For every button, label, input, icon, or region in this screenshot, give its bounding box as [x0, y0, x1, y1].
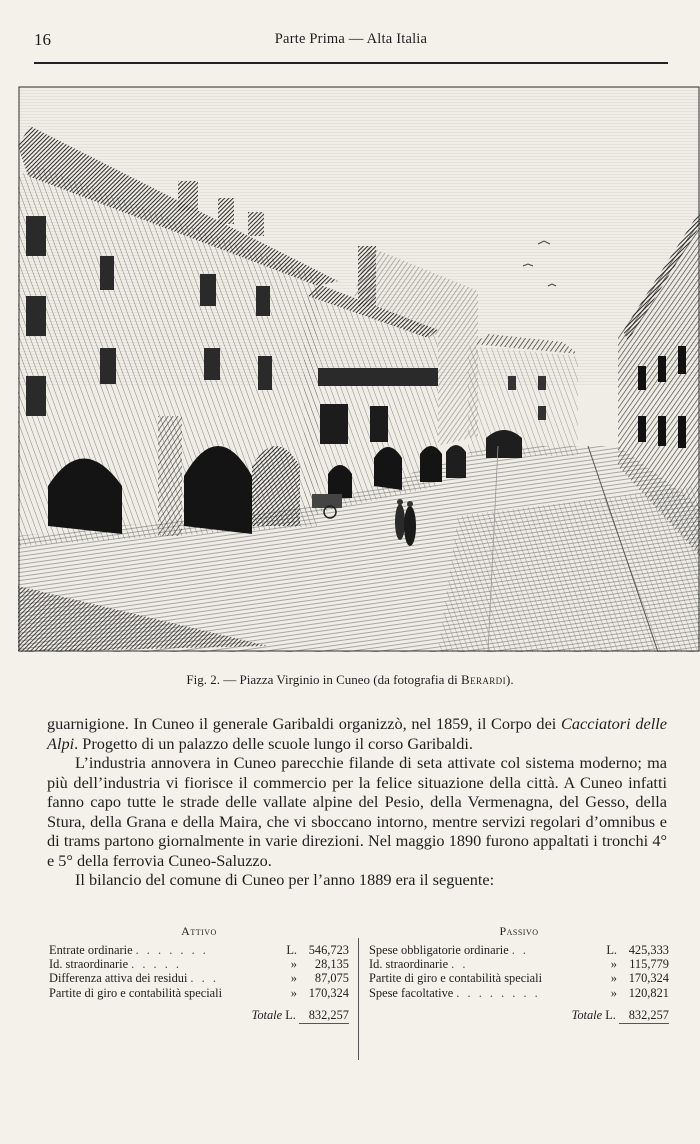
paragraph-1 — [47, 714, 667, 753]
row-dots: . . . . . — [131, 957, 182, 972]
row-dots: . . — [451, 957, 468, 972]
body-text — [47, 714, 667, 890]
row-label: Id. straordinarie — [369, 957, 449, 972]
row-currency: » — [290, 971, 297, 986]
figure-engraving — [18, 86, 700, 652]
row-label: Id. straordinarie — [49, 957, 129, 972]
paragraph-1-text: guarnigione. In Cuneo il generale Garibaldi organizzò, nel 1859, il Corpo dei — [47, 714, 562, 733]
running-title: Parte Prima — Alta Italia — [274, 31, 428, 47]
column-divider — [358, 938, 359, 1060]
row-amount: 170,324 — [628, 971, 669, 986]
table-row — [49, 957, 349, 971]
caption-author: Berardi — [461, 672, 506, 687]
table-row — [49, 986, 349, 1000]
row-amount: 120,821 — [628, 985, 669, 1000]
row-currency: » — [610, 971, 617, 986]
row-amount: 170,324 — [308, 985, 349, 1000]
total-amount: 832,257 — [299, 1008, 349, 1024]
table-row — [49, 943, 349, 957]
row-label: Differenza attiva dei residui — [49, 971, 188, 986]
row-currency: » — [290, 985, 297, 1000]
total-label: Totale — [251, 1007, 283, 1022]
paragraph-1-italic: Cacciatori delle Alpi — [47, 714, 667, 753]
row-currency: L. — [606, 943, 617, 957]
row-label: Spese obbligatorie ordinarie — [369, 943, 509, 957]
attivo-total — [49, 1008, 349, 1024]
passivo-total — [369, 1008, 669, 1024]
running-head — [34, 30, 668, 52]
row-amount: 425,333 — [628, 943, 669, 957]
row-amount: 87,075 — [314, 971, 349, 986]
paragraph-1-text-end: . Progetto di un palazzo delle scuole lungo il corso Garibaldi. — [74, 733, 473, 753]
row-currency: » — [610, 985, 617, 1000]
header-rule — [34, 62, 668, 64]
row-amount: 28,135 — [314, 957, 349, 972]
row-amount: 115,779 — [629, 957, 669, 972]
row-dots: . . . — [190, 971, 219, 986]
total-amount: 832,257 — [619, 1008, 669, 1024]
table-row — [369, 986, 669, 1000]
page-number: 16 — [34, 30, 51, 49]
total-currency: L. — [605, 1007, 616, 1022]
passivo-column — [369, 924, 669, 1054]
total-label: Totale — [571, 1007, 603, 1022]
total-currency: L. — [285, 1007, 296, 1022]
row-currency: L. — [286, 943, 297, 957]
budget-table — [49, 924, 669, 1054]
table-row — [49, 971, 349, 985]
row-label: Partite di giro e contabilità speciali — [369, 971, 543, 986]
row-currency: » — [610, 957, 617, 972]
row-amount: 546,723 — [308, 943, 349, 957]
attivo-title: Attivo — [181, 924, 217, 938]
table-row — [369, 957, 669, 971]
table-row — [369, 943, 669, 957]
row-dots: . . . . . . . — [135, 943, 209, 957]
row-currency: » — [290, 957, 297, 972]
passivo-title: Passivo — [499, 924, 539, 938]
caption-suffix: ). — [505, 672, 514, 687]
row-dots: . . — [511, 943, 529, 957]
row-label: Entrate ordinarie — [49, 943, 133, 957]
paragraph-3: Il bilancio del comune di Cuneo per l’anno 1889 era il seguente: — [75, 870, 495, 889]
row-label: Partite di giro e contabilità speciali — [49, 985, 223, 1000]
row-label: Spese facoltative — [369, 985, 454, 1000]
table-row — [369, 971, 669, 985]
attivo-column — [49, 924, 349, 1054]
caption-text: Fig. 2. — Piazza Virginio in Cuneo (da fotografia di — [186, 672, 461, 687]
figure-caption — [0, 672, 700, 688]
paragraph-2: L’industria annovera in Cuneo parecchie filande di seta attivate col sistema moderno; ma più dell’industria vi fiorisce il commercio per la felice situazione della città. A Cuneo infatti fanno capo tutte le strade delle vallate alpine del Pesio, della Vermenagna, del Gesso, della Stura, della Grana e della Maira, che vi sboccano intorno, mentre servizi regolari d’omnibus e di trams partono giornalmente in varie direzioni. Nel maggio 1890 furono appaltati i tronchi 4° e 5° della ferrovia Cuneo-Saluzzo. — [47, 753, 667, 870]
row-dots: . . . . . . . . — [456, 985, 541, 1000]
